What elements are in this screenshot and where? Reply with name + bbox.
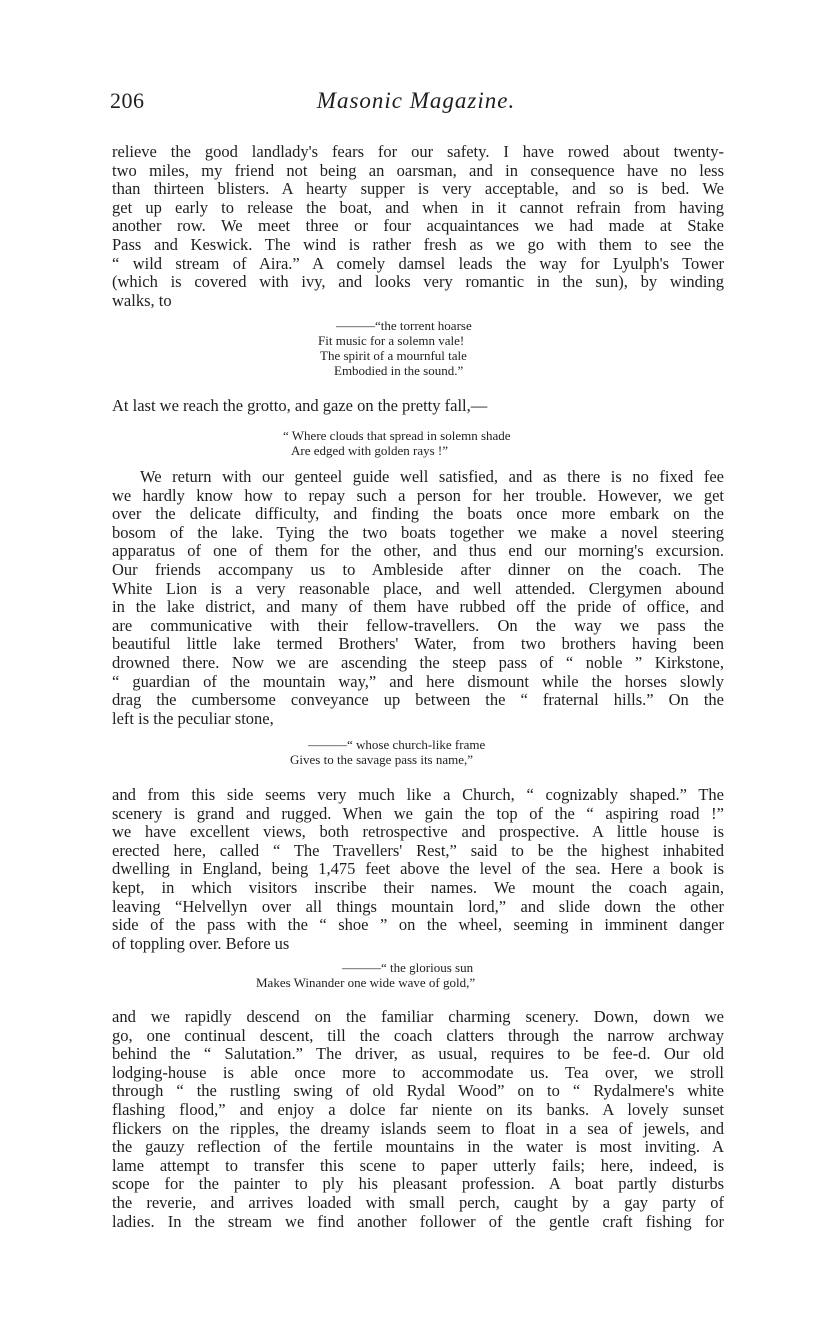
- text-line: we have excellent views, both retrospective and prospective. A little house is: [112, 822, 724, 842]
- text-line: we hardly know how to repay such a person for her trouble. However, we get: [112, 485, 724, 505]
- page-header: [110, 88, 722, 122]
- text-line: two miles, my friend not being an oarsman, and in consequence have no less: [112, 160, 724, 180]
- text-line: get up early to release the boat, and when in it cannot refrain from having: [112, 197, 724, 217]
- text-line: relieve the good landlady's fears for our safety. I have rowed about twenty-: [112, 142, 724, 161]
- verse-quotation-2: [283, 428, 511, 458]
- verse-line: Makes Winander one wide wave of gold,”: [256, 975, 476, 990]
- verse-line: ———“ the glorious sun: [342, 960, 474, 975]
- text-line: apparatus of one of them for the other, and thus end our morning's excursion.: [112, 541, 724, 561]
- verse-quotation-3: [290, 737, 485, 767]
- text-line: scenery is grand and rugged. When we gain the top of the “ aspiring road !”: [112, 803, 724, 823]
- text-line: (which is covered with ivy, and looks very romantic in the sun), by winding: [112, 272, 724, 292]
- verse-line: Are edged with golden rays !”: [291, 443, 449, 458]
- text-line: drag the cumbersome conveyance up between the “ fraternal hills.” On the: [112, 690, 724, 710]
- text-line: than thirteen blisters. A hearty supper is very acceptable, and so is bed. We: [112, 179, 724, 199]
- text-line: drowned there. Now we are ascending the steep pass of “ noble ” Kirkstone,: [112, 652, 724, 672]
- text-line: the gauzy reflection of the fertile mountains in the water is most inviting. A: [112, 1137, 724, 1157]
- text-line: walks, to: [112, 290, 172, 310]
- verse-quotation-4: [256, 960, 475, 990]
- text-line: and we rapidly descend on the familiar charming scenery. Down, down we: [112, 1007, 724, 1026]
- text-line: over the delicate difficulty, and finding the boats once more embark on the: [112, 504, 724, 524]
- verse-line: Fit music for a solemn vale!: [318, 333, 465, 348]
- verse-line: “ Where clouds that spread in solemn shade: [283, 428, 511, 443]
- text-line: another row. We meet three or four acquaintances we had made at Stake: [112, 216, 724, 236]
- text-line: lame attempt to transfer this scene to paper utterly fails; here, indeed, is: [112, 1155, 724, 1175]
- text-line: Pass and Keswick. The wind is rather fresh as we go with them to see the: [112, 234, 724, 254]
- text-line: in the lake district, and many of them have rubbed off the pride of office, and: [112, 597, 724, 617]
- verse-line: Embodied in the sound.”: [334, 363, 464, 378]
- text-line: and from this side seems very much like a Church, “ cognizably shaped.” The: [112, 785, 724, 804]
- paragraph-4: [112, 786, 724, 953]
- verse-line: The spirit of a mournful tale: [320, 348, 467, 363]
- text-line: At last we reach the grotto, and gaze on the pretty fall,—: [112, 396, 488, 415]
- text-line: go, one continual descent, till the coach clatters through the narrow archway: [112, 1025, 724, 1045]
- text-line: through “ the rustling swing of old Rydal Wood” on to “ Rydalmere's white: [112, 1081, 724, 1101]
- text-line: beautiful little lake termed Brothers' Water, from two brothers having been: [112, 634, 724, 654]
- paragraph-2: [112, 397, 724, 416]
- text-line: dwelling in England, being 1,475 feet above the level of the sea. Here a book is: [112, 859, 724, 879]
- paragraph-1: [112, 143, 724, 310]
- text-line: side of the pass with the “ shoe ” on the wheel, seeming in imminent danger: [112, 915, 724, 935]
- verse-quotation-1: [314, 318, 472, 378]
- paragraph-3: [112, 468, 724, 728]
- text-line: White Lion is a very reasonable place, and well attended. Clergymen abound: [112, 578, 724, 598]
- text-line: flickers on the ripples, the dreamy islands seem to float in a sea of jewels, and: [112, 1118, 724, 1138]
- text-line: We return with our genteel guide well satisfied, and as there is no fixed fee: [140, 467, 724, 486]
- text-line: of toppling over. Before us: [112, 933, 290, 953]
- text-line: left is the peculiar stone,: [112, 708, 274, 728]
- running-title: Masonic Magazine.: [316, 88, 516, 113]
- text-line: scope for the painter to ply his pleasant profession. A boat partly disturbs: [112, 1174, 724, 1194]
- text-line: are communicative with their fellow-travellers. On the way we pass the: [112, 615, 724, 635]
- text-line: “ wild stream of Aira.” A comely damsel leads the way for Lyulph's Tower: [112, 253, 724, 273]
- text-line: behind the “ Salutation.” The driver, as usual, requires to be fee-d. Our old: [112, 1044, 724, 1064]
- text-line: ladies. In the stream we find another follower of the gentle craft fishing for: [112, 1211, 724, 1231]
- verse-line: ———“ whose church-like frame: [308, 737, 486, 752]
- text-line: Our friends accompany us to Ambleside after dinner on the coach. The: [112, 559, 724, 579]
- text-line: erected here, called “ The Travellers' Rest,” said to be the highest inhabited: [112, 840, 724, 860]
- text-line: kept, in which visitors inscribe their names. We mount the coach again,: [112, 877, 724, 897]
- page-number: 206: [110, 88, 145, 113]
- text-line: the reverie, and arrives loaded with small perch, caught by a gay party of: [112, 1192, 724, 1212]
- text-line: flashing flood,” and enjoy a dolce far niente on its banks. A lovely sunset: [112, 1099, 724, 1119]
- verse-line: ———“the torrent hoarse: [336, 318, 472, 333]
- text-line: lodging-house is able once more to accommodate us. Tea over, we stroll: [112, 1062, 724, 1082]
- verse-line: Gives to the savage pass its name,”: [290, 752, 474, 767]
- text-line: bosom of the lake. Tying the two boats together we make a novel steering: [112, 522, 724, 542]
- text-line: “ guardian of the mountain way,” and here dismount while the horses slowly: [112, 671, 724, 691]
- paragraph-5: [112, 1008, 724, 1231]
- text-line: leaving “Helvellyn over all things mountain lord,” and slide down the other: [112, 896, 724, 916]
